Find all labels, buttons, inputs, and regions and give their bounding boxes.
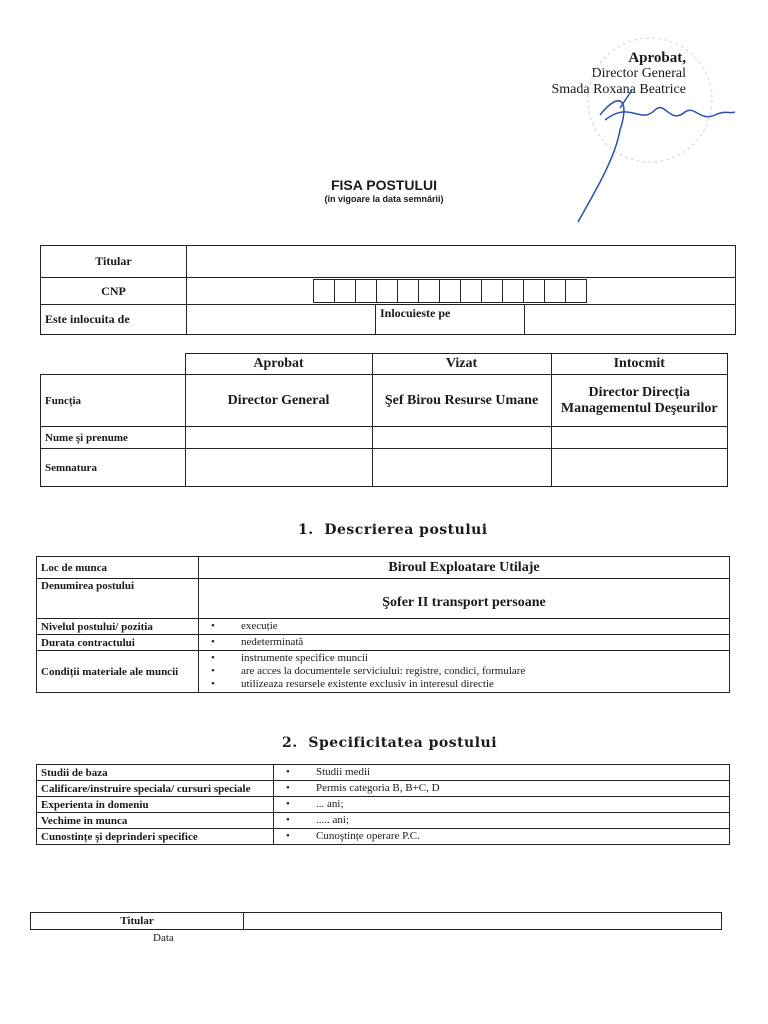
spec-item: • ..... ani; (278, 814, 725, 827)
spec-label: Vechime in munca (37, 813, 274, 829)
signature-label: Semnatura (41, 449, 186, 487)
conditions-label: Condiții materiale ale muncii (37, 651, 199, 693)
spec-label: Experienta in domeniu (37, 797, 274, 813)
footer-date-label: Data (153, 932, 174, 944)
work-place-label: Loc de munca (37, 557, 199, 579)
name-label: Nume şi prenume (41, 427, 186, 449)
header-vizat: Vizat (372, 354, 551, 375)
approvals-table (40, 353, 728, 487)
footer-table (30, 912, 722, 930)
section-2-title: Specificitatea postului (308, 735, 498, 751)
footer-titular-field[interactable] (244, 913, 722, 930)
signature-aprobat-field[interactable] (185, 449, 372, 487)
cnp-label: CNP (41, 278, 187, 305)
replaces-label: Inlocuieste pe (376, 305, 525, 335)
level-label: Nivelul postului/ pozitia (37, 619, 199, 635)
duration-item: • nedeterminată (203, 636, 725, 649)
section-2-heading (282, 735, 497, 751)
duration-value (199, 635, 730, 651)
name-vizat-field[interactable] (372, 427, 551, 449)
conditions-item: • instrumente specifice muncii (203, 652, 725, 665)
spec-item: • Cunoştințe operare P.C. (278, 830, 725, 843)
spec-label: Calificare/instruire speciala/ cursuri speciale (37, 781, 274, 797)
section-2-number: 2. (282, 735, 298, 751)
spec-value (274, 765, 730, 781)
name-aprobat-field[interactable] (185, 427, 372, 449)
section-1-heading (298, 522, 488, 538)
spec-label: Cunostințe şi deprinderi specifice (37, 829, 274, 845)
spec-value (274, 781, 730, 797)
document-subtitle: (în vigoare la data semnării) (324, 194, 444, 204)
function-intocmit: Director Direcția Managementul Deşeurilor (551, 375, 728, 427)
replaced-by-label: Este inlocuita de (41, 305, 187, 335)
titular-label: Titular (41, 246, 187, 278)
replaces-field[interactable] (525, 305, 736, 335)
level-value (199, 619, 730, 635)
spec-label: Studii de baza (37, 765, 274, 781)
identity-table (40, 245, 736, 335)
function-aprobat: Director General (185, 375, 372, 427)
spec-item: • Permis categoria B, B+C, D (278, 782, 725, 795)
duration-label: Durata contractului (37, 635, 199, 651)
job-spec-table (36, 764, 730, 845)
signature-intocmit-field[interactable] (551, 449, 728, 487)
cnp-field[interactable] (187, 278, 736, 305)
approval-name: Smada Roxana Beatrice (551, 82, 686, 97)
signature-vizat-field[interactable] (372, 449, 551, 487)
conditions-item: • utilizeaza resursele existente exclusiv in interesul directie (203, 678, 725, 691)
spec-value (274, 813, 730, 829)
approval-role: Director General (591, 66, 686, 81)
titular-field[interactable] (187, 246, 736, 278)
footer-titular-label: Titular (31, 913, 244, 930)
spec-value (274, 797, 730, 813)
name-intocmit-field[interactable] (551, 427, 728, 449)
section-1-title: Descrierea postului (324, 522, 488, 538)
spec-item: • Studii medii (278, 766, 725, 779)
header-aprobat: Aprobat (185, 354, 372, 375)
header-intocmit: Intocmit (551, 354, 728, 375)
spec-value (274, 829, 730, 845)
job-name-value: Şofer II transport persoane (199, 579, 730, 619)
conditions-value (199, 651, 730, 693)
approval-title: Aprobat, (628, 50, 686, 66)
section-1-number: 1. (298, 522, 314, 538)
function-vizat: Şef Birou Resurse Umane (372, 375, 551, 427)
document-title: FISA POSTULUI (330, 177, 438, 193)
spec-item: • ... ani; (278, 798, 725, 811)
function-label: Funcția (41, 375, 186, 427)
level-item: • execuție (203, 620, 725, 633)
conditions-item: • are acces la documentele serviciului: registre, condici, formulare (203, 665, 725, 678)
job-name-label: Denumirea postului (37, 579, 199, 619)
replaced-by-field[interactable] (187, 305, 376, 335)
job-description-table (36, 556, 730, 693)
work-place-value: Biroul Exploatare Utilaje (199, 557, 730, 579)
